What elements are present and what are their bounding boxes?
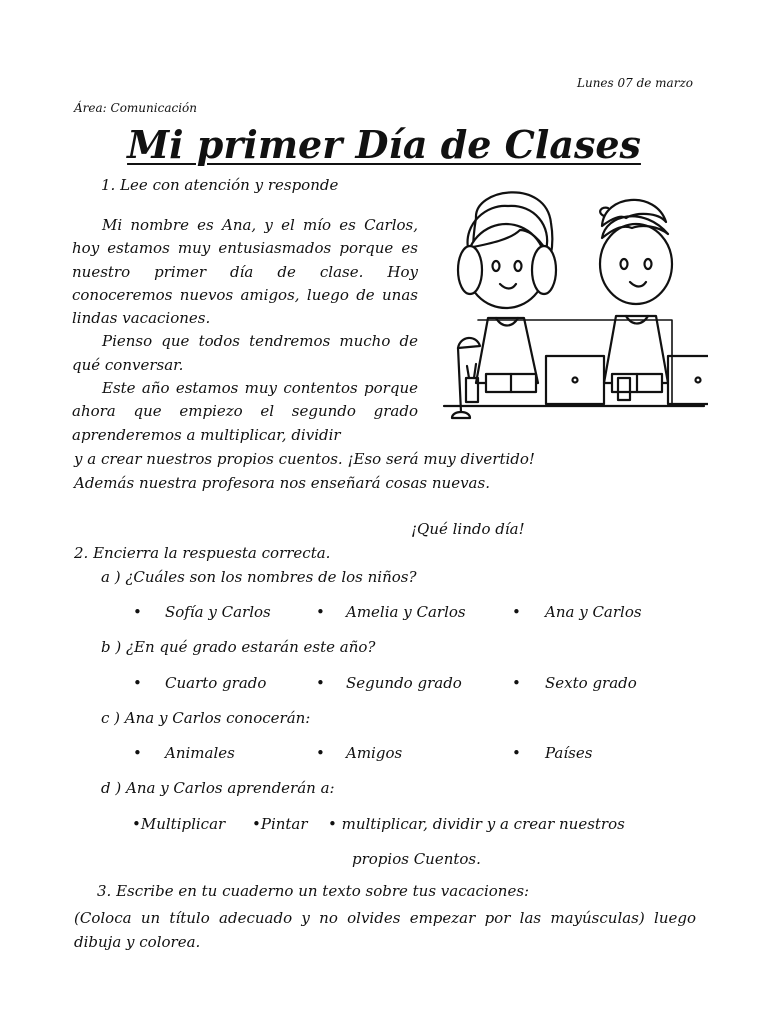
laptop-right — [668, 356, 708, 404]
closing-exclamation: ¡Qué lindo día! — [411, 520, 525, 538]
option-a-3: Ana y Carlos — [545, 603, 642, 621]
question-d: d ) Ana y Carlos aprenderán a: — [101, 779, 335, 797]
laptop-left — [546, 356, 604, 404]
option-c-3: Países — [545, 744, 593, 762]
question-c: c ) Ana y Carlos conocerán: — [101, 709, 311, 727]
option-a-2: Amelia y Carlos — [346, 603, 466, 621]
instruction-3-text: (Coloca un título adecuado y no olvides empezar por las mayúsculas) luego dibuja y colorea. — [74, 909, 696, 951]
boy-figure — [600, 200, 672, 400]
bullet: • — [133, 603, 142, 621]
question-b: b ) ¿En qué grado estarán este año? — [101, 638, 376, 656]
bullet: • — [512, 603, 521, 621]
option-b-1: Cuarto grado — [165, 674, 267, 692]
page-title: Mi primer Día de Clases — [127, 122, 641, 167]
instruction-1: 1. Lee con atención y responde — [101, 176, 339, 194]
option-b-2: Segundo grado — [346, 674, 462, 692]
option-d-1: •Multiplicar — [132, 815, 226, 833]
bullet: • — [133, 744, 142, 762]
area-label: Área: Comunicación — [74, 101, 197, 115]
children-studying-illustration-icon — [436, 178, 708, 440]
bullet: • — [316, 744, 325, 762]
story-paragraph-1: Mi nombre es Ana, y el mío es Carlos, hoy estamos muy entusiasmados porque es nuestro primer día de clase. Hoy conoceremos nuevos amigos, luego de unas lindas vacaciones. — [72, 216, 418, 328]
option-a-1: Sofía y Carlos — [165, 603, 271, 621]
option-b-3: Sexto grado — [545, 674, 637, 692]
instruction-3: 3. Escribe en tu cuaderno un texto sobre tus vacaciones: — [97, 882, 530, 900]
option-c-2: Amigos — [346, 744, 403, 762]
option-d-3-continued: propios Cuentos. — [352, 850, 481, 868]
bullet: • — [133, 674, 142, 692]
story-paragraph-2: Pienso que todos tendremos mucho de qué conversar. — [72, 332, 418, 374]
bullet: • — [512, 744, 521, 762]
story-paragraph-3: Este año estamos muy contentos porque ahora que empiezo el segundo grado aprenderemos a multiplicar, dividir — [72, 379, 418, 444]
instruction-2: 2. Encierra la respuesta correcta. — [74, 544, 331, 562]
option-d-3: • multiplicar, dividir y a crear nuestros — [328, 815, 625, 833]
girl-figure — [458, 192, 556, 392]
bullet: • — [316, 674, 325, 692]
bullet: • — [316, 603, 325, 621]
story-tail-1: y a crear nuestros propios cuentos. ¡Eso será muy divertido! — [74, 450, 535, 468]
option-c-1: Animales — [165, 744, 235, 762]
option-d-2: •Pintar — [252, 815, 308, 833]
question-a: a ) ¿Cuáles son los nombres de los niños? — [101, 568, 417, 586]
date-text: Lunes 07 de marzo — [577, 76, 693, 90]
story-text — [72, 214, 418, 447]
story-tail-2: Además nuestra profesora nos enseñará cosas nuevas. — [74, 474, 490, 492]
bullet: • — [512, 674, 521, 692]
